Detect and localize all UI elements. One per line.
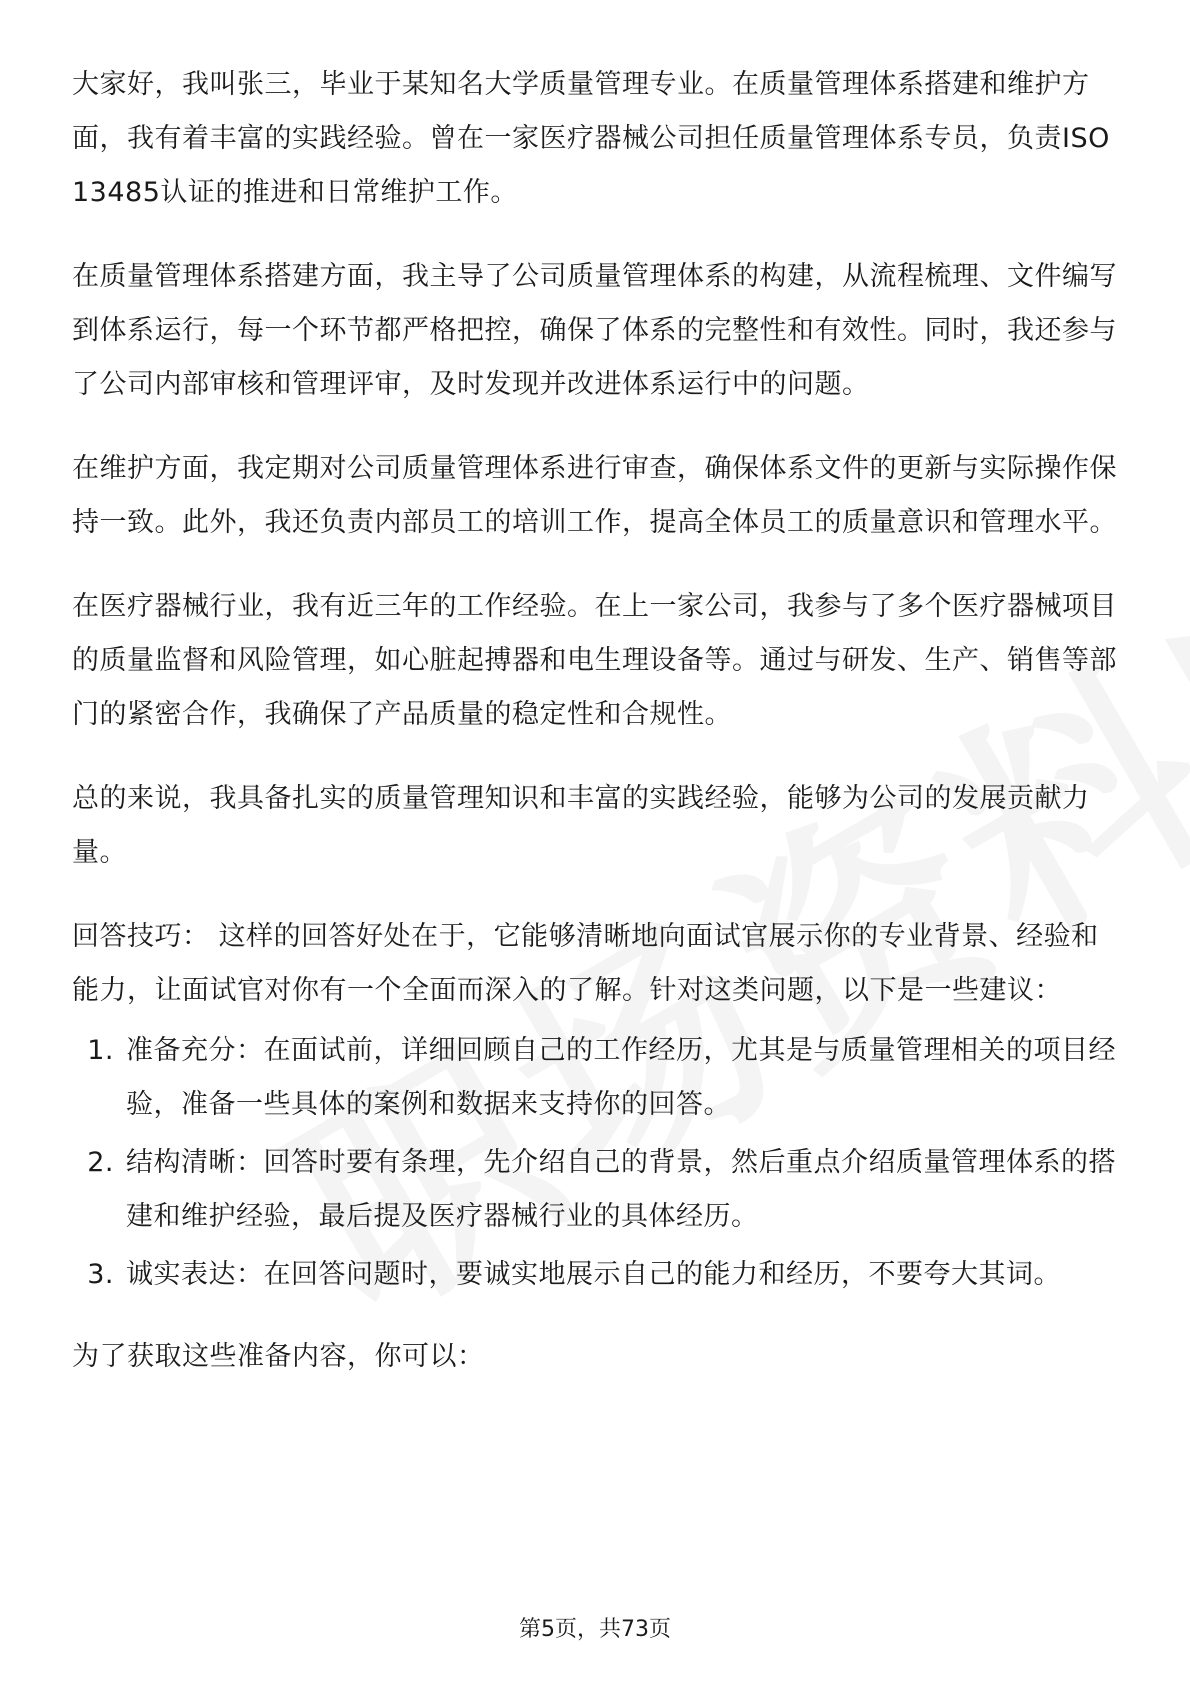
list-item-text: 诚实表达：在回答问题时，要诚实地展示自己的能力和经历，不要夸大其词。 <box>126 1259 1061 1290</box>
closing-paragraph: 为了获取这些准备内容，你可以： <box>72 1341 485 1372</box>
qms-setup-paragraph: 在质量管理体系搭建方面，我主导了公司质量管理体系的构建，从流程梳理、文件编写到体系运行，每一个环节都严格把控，确保了体系的完整性和有效性。同时，我还参与了公司内部审核和管理评审，及时发现并改进体系运行中的问题。 <box>72 261 1117 400</box>
document-body <box>72 58 1122 1414</box>
list-item <box>72 1136 1122 1244</box>
list-item-number: 3. <box>87 1259 114 1290</box>
list-item-text: 准备充分：在面试前，详细回顾自己的工作经历，尤其是与质量管理相关的项目经验，准备一些具体的案例和数据来支持你的回答。 <box>126 1035 1116 1120</box>
list-item-text: 结构清晰：回答时要有条理，先介绍自己的背景，然后重点介绍质量管理体系的搭建和维护经验，最后提及医疗器械行业的具体经历。 <box>126 1147 1116 1232</box>
answer-tips-paragraph: 回答技巧： 这样的回答好处在于，它能够清晰地向面试官展示你的专业背景、经验和能力，让面试官对你有一个全面而深入的了解。针对这类问题，以下是一些建议： <box>72 921 1099 1006</box>
list-item-number: 1. <box>87 1035 114 1066</box>
tips-list <box>72 1024 1122 1302</box>
maintenance-paragraph: 在维护方面，我定期对公司质量管理体系进行审查，确保体系文件的更新与实际操作保持一致。此外，我还负责内部员工的培训工作，提高全体员工的质量意识和管理水平。 <box>72 453 1117 538</box>
page-number-footer: 第5页，共73页 <box>519 1617 671 1642</box>
intro-paragraph: 大家好，我叫张三，毕业于某知名大学质量管理专业。在质量管理体系搭建和维护方面，我有着丰富的实践经验。曾在一家医疗器械公司担任质量管理体系专员，负责ISO 13485认证的推进和日常维护工作。 <box>72 69 1110 208</box>
list-item <box>72 1024 1122 1132</box>
summary-paragraph: 总的来说，我具备扎实的质量管理知识和丰富的实践经验，能够为公司的发展贡献力量。 <box>72 783 1090 868</box>
industry-experience-paragraph: 在医疗器械行业，我有近三年的工作经验。在上一家公司，我参与了多个医疗器械项目的质量监督和风险管理，如心脏起搏器和电生理设备等。通过与研发、生产、销售等部门的紧密合作，我确保了产品质量的稳定性和合规性。 <box>72 591 1117 730</box>
list-item-number: 2. <box>87 1147 114 1178</box>
list-item <box>72 1248 1122 1302</box>
